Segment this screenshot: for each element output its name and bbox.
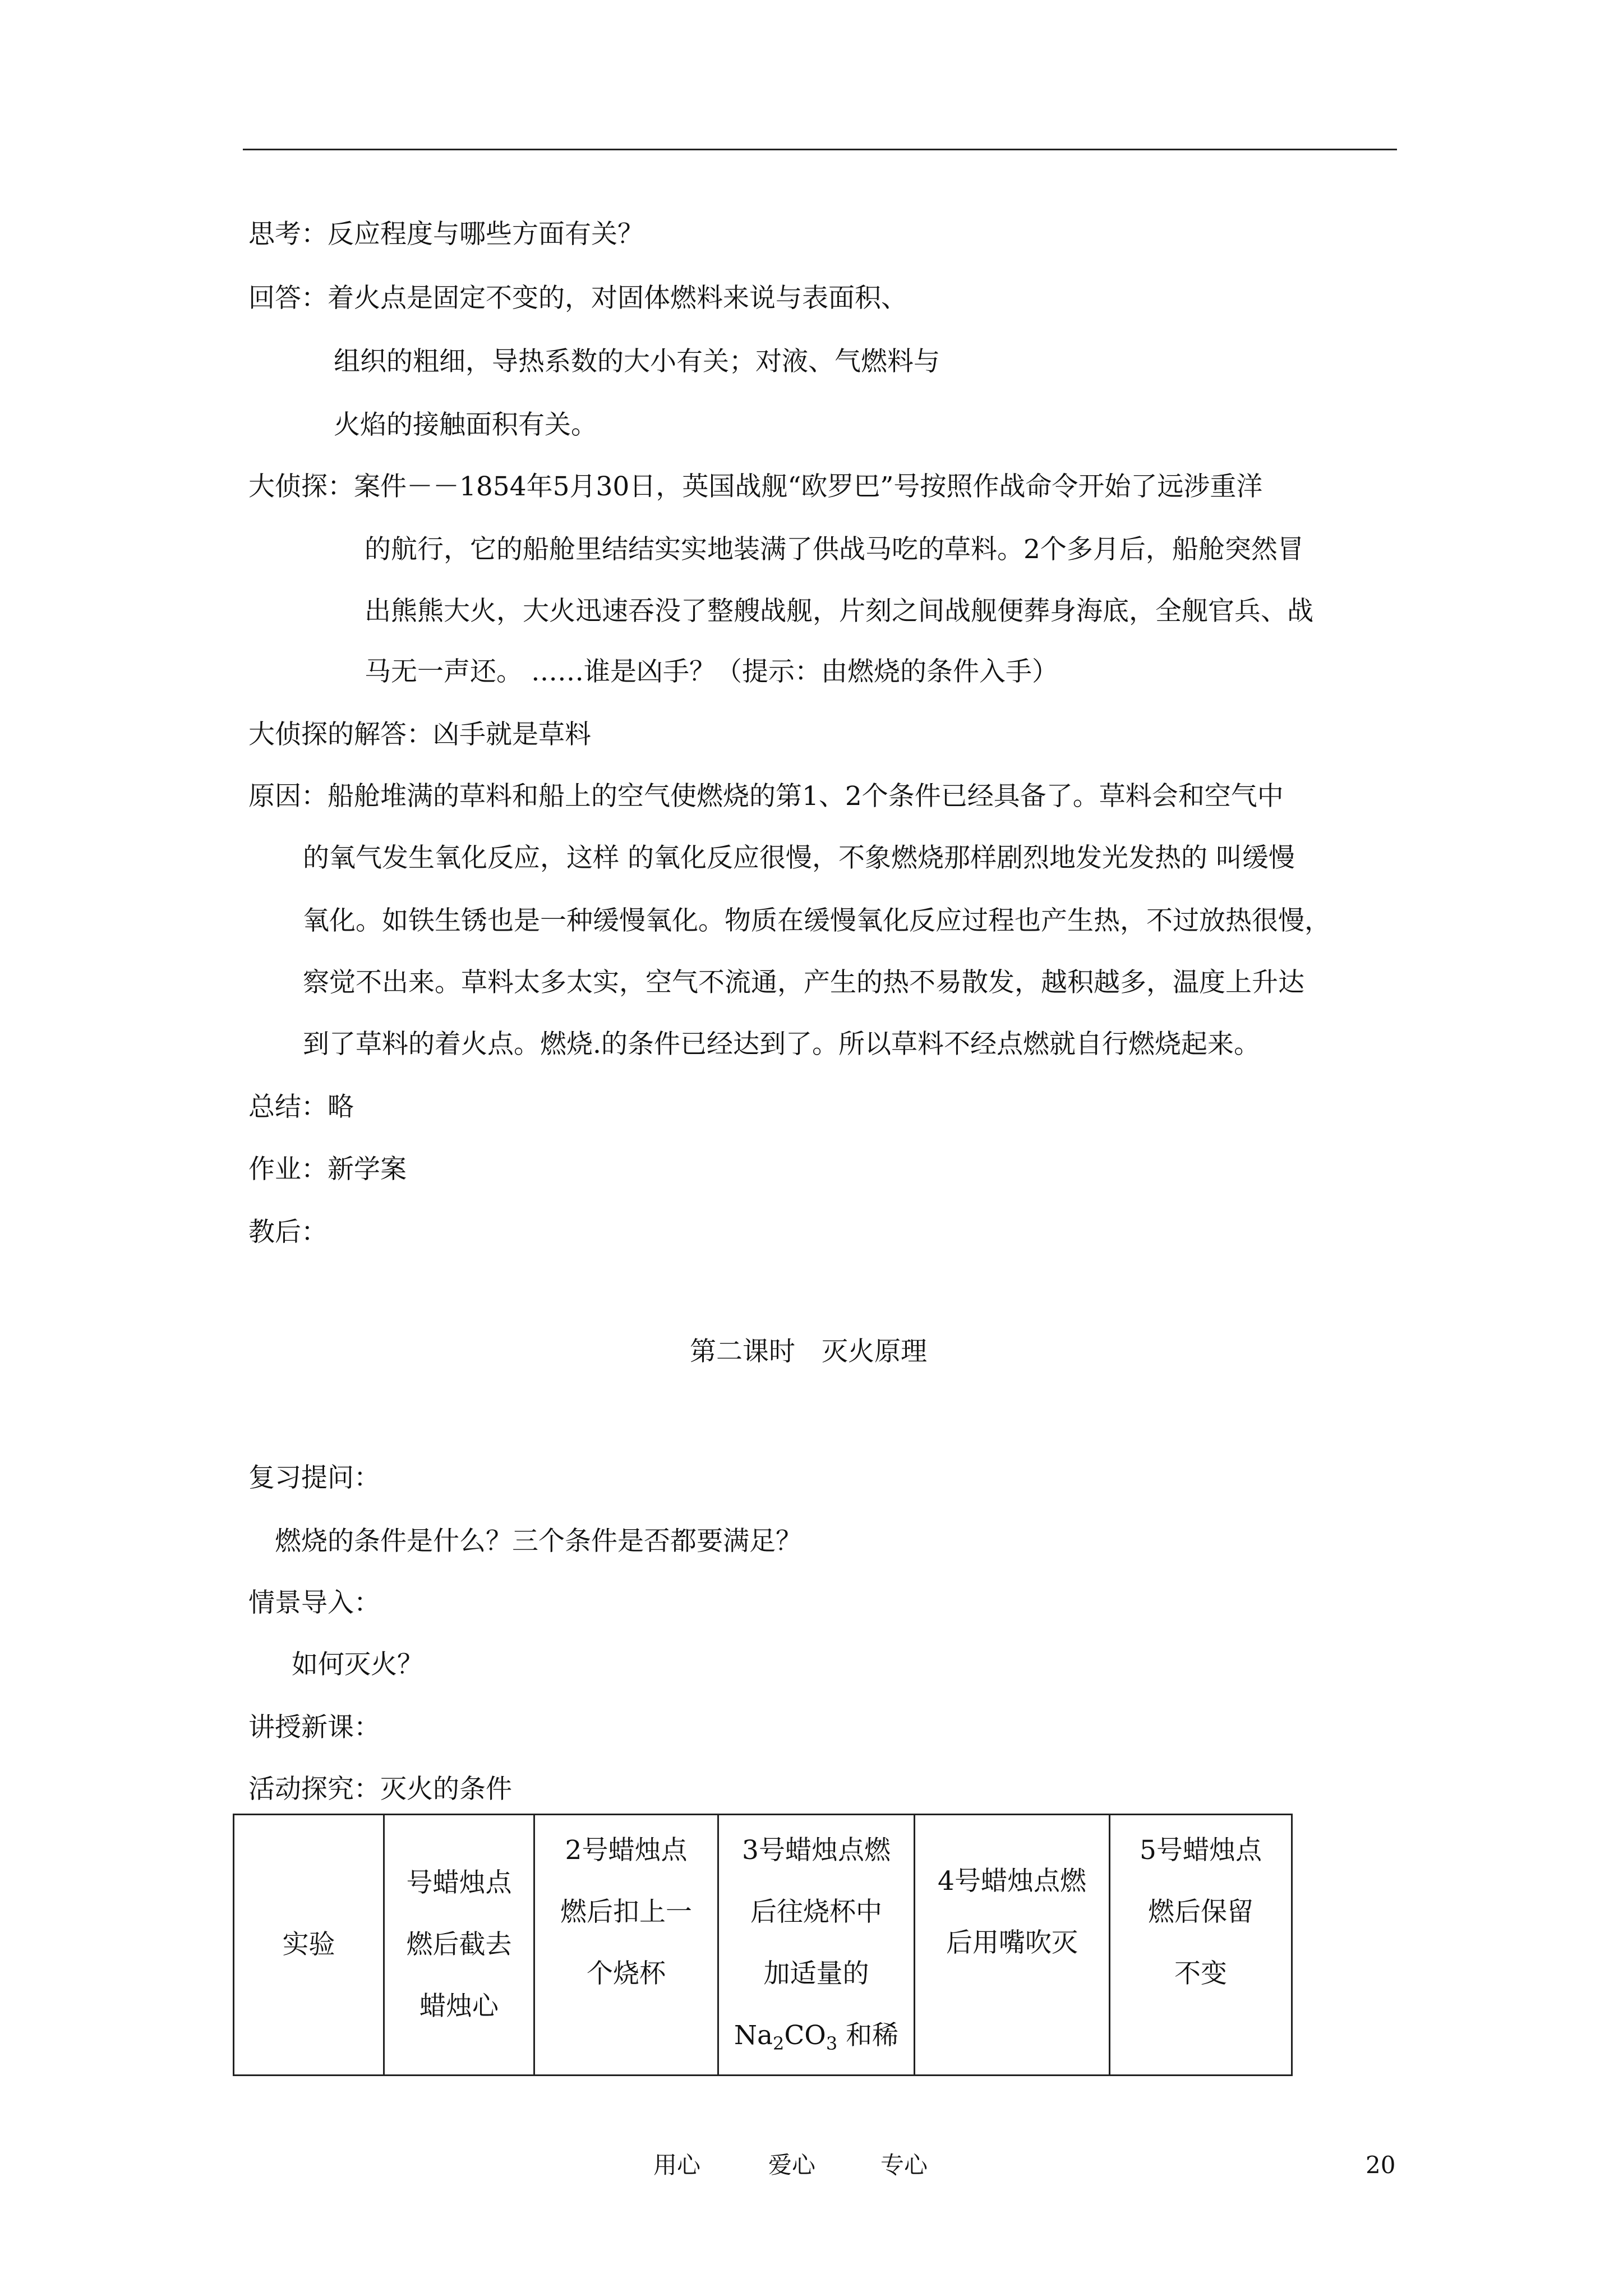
reason-line-4: 察觉不出来。草料太多太实，空气不流通，产生的热不易散发，越积越多，温度上升达 <box>303 967 1304 998</box>
answer-line-1: 回答：着火点是固定不变的，对固体燃料来说与表面积、 <box>248 283 907 314</box>
after-class-note: 教后： <box>248 1217 328 1248</box>
summary: 总结：略 <box>248 1092 354 1122</box>
scene-heading: 情景导入： <box>248 1588 380 1618</box>
detective-line-4: 马无一声还。 ……谁是凶手？（提示：由燃烧的条件入手） <box>365 656 1058 687</box>
scene-question: 如何灭火？ <box>292 1649 423 1680</box>
reason-line-2: 的氧气发生氧化反应，这样 的氧化反应很慢，不象燃烧那样剧烈地发光发热的 叫缓慢 <box>303 843 1295 873</box>
reason-line-1: 原因：船舱堆满的草料和船上的空气使燃烧的第1、2个条件已经具备了。草料会和空气中 <box>248 781 1284 812</box>
homework: 作业：新学案 <box>248 1154 407 1185</box>
experiment-cell-3: 3号蜡烛点燃 后往烧杯中 加适量的 $Na_2CO_3$ 和稀 <box>718 1815 915 2076</box>
think-question: 思考：反应程度与哪些方面有关？ <box>248 219 644 250</box>
answer-line-3: 火焰的接触面积有关。 <box>334 409 597 440</box>
table-header-cell: 实验 <box>234 1815 384 2076</box>
experiment-cell-2: 2号蜡烛点 燃后扣上一 个烧杯 <box>534 1815 718 2076</box>
reason-line-3: 氧化。如铁生锈也是一种缓慢氧化。物质在缓慢氧化反应过程也产生热，不过放热很慢， <box>303 905 1331 936</box>
detective-line-3: 出熊熊大火，大火迅速吞没了整艘战舰，片刻之间战舰便葬身海底，全舰官兵、战 <box>365 596 1313 627</box>
detective-answer: 大侦探的解答：凶手就是草料 <box>248 719 591 750</box>
page-number: 20 <box>1366 2151 1396 2179</box>
review-heading: 复习提问： <box>248 1462 380 1493</box>
answer-line-2: 组织的粗细，导热系数的大小有关；对液、气燃料与 <box>334 346 940 377</box>
activity-heading: 活动探究：灭火的条件 <box>248 1774 512 1805</box>
formula-line: $Na_2CO_3$ 和稀 <box>734 2020 899 2054</box>
section-title: 第二课时 灭火原理 <box>690 1336 927 1367</box>
experiment-cell-1: 号蜡烛点 燃后截去 蜡烛心 <box>384 1815 534 2076</box>
header-rule <box>243 149 1397 150</box>
detective-line-1: 大侦探：案件－－1854年5月30日，英国战舰“欧罗巴”号按照作战命令开始了远涉重洋 <box>248 471 1263 502</box>
experiment-cell-5: 5号蜡烛点 燃后保留 不变 <box>1110 1815 1292 2076</box>
footer-motto-3: 专心 <box>880 2151 928 2179</box>
table-row <box>234 1815 1292 2076</box>
experiment-cell-4: 4号蜡烛点燃 后用嘴吹灭 <box>915 1815 1110 2076</box>
detective-line-2: 的航行，它的船舱里结结实实地装满了供战马吃的草料。2个多月后，船舱突然冒 <box>365 534 1304 565</box>
footer-motto-1: 用心 <box>653 2151 701 2179</box>
lecture-heading: 讲授新课： <box>248 1712 380 1743</box>
reason-line-5: 到了草料的着火点。燃烧.的条件已经达到了。所以草料不经点燃就自行燃烧起来。 <box>303 1029 1260 1060</box>
review-question: 燃烧的条件是什么？三个条件是否都要满足？ <box>275 1526 802 1557</box>
footer-motto-2: 爱心 <box>768 2151 816 2179</box>
experiment-table <box>233 1814 1293 2076</box>
